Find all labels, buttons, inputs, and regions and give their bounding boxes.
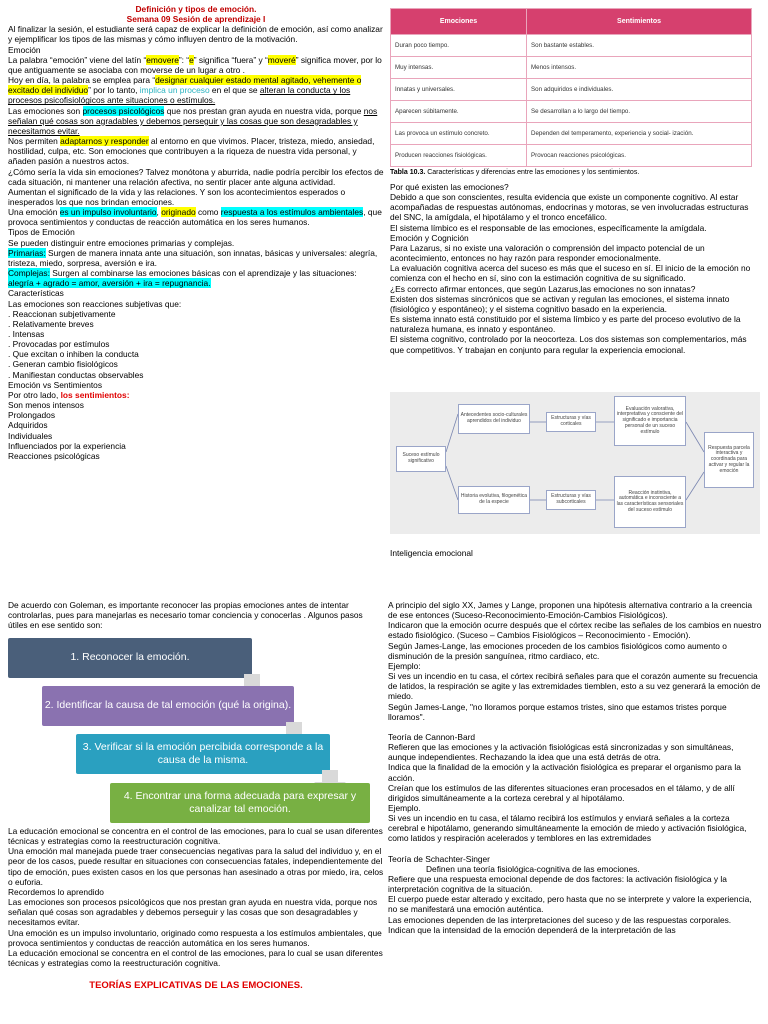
paragraph: ¿Es correcto afirmar entonces, que según Lazarus,las emociones no son innatas? (390, 283, 696, 294)
table-header-row (391, 9, 752, 35)
paragraph: Al finalizar la sesión, el estudiante será capaz de explicar la definición de emoción, así como analizar y ejemplificar los tipos de las mismas y cómo influyen dentro de la motivación. (8, 24, 383, 45)
column-2 (390, 182, 760, 355)
section-title: TEORÍAS EXPLICATIVAS DE LAS EMOCIONES. (89, 980, 303, 992)
paragraph: Refieren que las emociones y la activación fisiológicas está sincronizadas y son simultáneas, aunque independientes. Rechazando la idea que una está detrás de otra. (388, 742, 734, 763)
doc-title: Definición y tipos de emoción. (135, 4, 257, 14)
column-4 (388, 600, 762, 935)
column-1 (8, 4, 384, 461)
paragraph: Indican que la intensidad de la emoción dependerá de la interpretación de las (388, 924, 676, 935)
list-item: Individuales (8, 430, 53, 441)
table-cell: Las provoca un estímulo concreto. (391, 123, 527, 145)
diagram-node-antecedentes: Antecedentes socio-culturales aprendidos del individuo (458, 404, 530, 434)
table-row (391, 79, 752, 101)
paragraph: Por otro lado, los sentimientos: (8, 389, 130, 400)
paragraph: Las emociones son procesos psicológicos que nos prestan gran ayuda en nuestra vida, porque nos señalan qué cosas son agradables y debemos perseguir y las cosas que son desagradables y necesitamos evitar. (8, 105, 378, 136)
table-cell: Duran poco tiempo. (391, 35, 527, 57)
list-item: Prolongados (8, 410, 56, 421)
heading-schachter-singer: Teoría de Schachter-Singer (388, 853, 490, 864)
table-row (391, 101, 752, 123)
paragraph: Es sistema innato está constituido por el sistema límbico y es parte del proceso evolutivo de la naturaleza humana, es innato y espontáneo. (390, 314, 741, 335)
paragraph: Definen una teoría fisiológica-cognitiva de las emociones. (426, 863, 640, 874)
step-3: 3. Verificar si la emoción percibida corresponde a la causa de la misma. (76, 734, 330, 774)
paragraph: Recordemos lo aprendido (8, 886, 104, 897)
emotion-diagram (390, 392, 760, 534)
emotions-table (390, 8, 752, 167)
paragraph: Las emociones son procesos psicológicos que nos prestan gran ayuda en nuestra vida, porque nos señalan qué cosas son agradables y debemos perseguir y las cosas que son desagradables y necesitamos evitar. (8, 897, 378, 928)
table-cell: Son adquiridos e individuales. (527, 79, 752, 101)
column-3 (8, 600, 384, 630)
paragraph: La evaluación cognitiva acerca del suceso es más que el suceso en sí. El inicio de la emoción no comienza con el hecho en sí, sino con la estimación cognitiva de su significado. (390, 263, 751, 284)
list-item: . Provocadas por estímulos (8, 339, 110, 350)
table-cell: Se desarrollan a lo largo del tiempo. (527, 101, 752, 123)
paragraph: Hoy en día, la palabra se emplea para “designar cualquier estado mental agitado, vehemente o excitado del individuo” por lo tanto, implica un proceso en el que se alteran la conducta y los procesos psicofisiológicos ante situaciones o estímulos. (8, 75, 362, 106)
paragraph: La palabra “emoción” viene del latín “emovere”: “e” significa “fuera” y “moveré” significa mover, por lo que antiguamente se asociaba con moverse de un lugar a otro . (8, 54, 382, 75)
paragraph: Si ves un incendio en tu casa, el córtex recibirá señales para que el corazón aumente su frecuencia de latidos, la respiración se agite y las extremidades tiemblen, esto a su vez generará la emoción de miedo. (388, 671, 761, 702)
paragraph: El cuerpo puede estar alterado y excitado, pero hasta que no se interprete y valore la experiencia, no se manifestará una emoción auténtica. (388, 894, 752, 915)
paragraph: Una emoción es un impulso involuntario, originado como respuesta a los estímulos ambientales, que provoca sentimientos y conductas de reacción automática en los seres humanos. (8, 927, 382, 948)
heading-vs: Emoción vs Sentimientos (8, 379, 103, 390)
paragraph: Ejemplo: (388, 660, 421, 671)
list-item: Reacciones psicológicas (8, 450, 100, 461)
paragraph: Refiere que una respuesta emocional depende de dos factores: la activación fisiológica y la interpretación cognitiva de la situación. (388, 873, 727, 895)
table-cell: Menos intensos. (527, 57, 752, 79)
paragraph: Ejemplo. (388, 802, 421, 813)
paragraph: Las emociones dependen de las interpretaciones del suceso y de las respuestas corporales. (388, 914, 732, 925)
paragraph: Según James-Lange, las emociones proceden de los cambios fisiológicos como aumento o disminución de la presión sanguínea, ritmo cardiaco, etc. (388, 640, 727, 661)
paragraph: ¿Cómo sería la vida sin emociones? Talvez monótona y aburrida, nadie podría percibir los efectos de cada situación, ni mantener una relación afectiva, no sentir placer ante alguna actividad. (8, 166, 384, 187)
paragraph: De acuerdo con Goleman, es importante reconocer las propias emociones antes de intentar controlarlas, pues para manejarlas es necesario tomar conciencia y conocerlas . Algunos pasos útiles en ese sentido son: (8, 600, 363, 631)
table-header: Sentimientos (527, 9, 752, 35)
table-cell: Aparecen súbitamente. (391, 101, 527, 123)
list-item: Influenciados por la experiencia (8, 440, 126, 451)
heading-cannon-bard: Teoría de Cannon-Bard (388, 731, 476, 742)
paragraph: Para Lazarus, si no existe una valoración o comprensión del impacto potencial de un acontecimiento, entonces no hay razón para responder emocionalmente. (390, 242, 705, 264)
table-row (391, 123, 752, 145)
paragraph: Indicaron que la emoción ocurre después que el córtex recibe las señales de los cambios en nuestro estado fisiológico. (Suceso – Cambios Fisiológicos – Reconocimiento - Emoción). (388, 620, 762, 641)
diagram-node-reaccion: Reacción instintiva, automática e inconsciente a las características sensoriales del suceso estímulo (614, 476, 686, 528)
step-4: 4. Encontrar una forma adecuada para expresar y canalizar tal emoción. (110, 783, 370, 823)
table-cell: Provocan reacciones psicológicas. (527, 145, 752, 167)
list-item: . Que excitan o inhiben la conducta (8, 349, 139, 360)
paragraph: Las emociones son reacciones subjetivas que: (8, 298, 182, 309)
diagram-node-evaluacion: Evaluación valorativa, interpretativa y consciente del significado e importancia personal de un suceso estímulo (614, 396, 686, 446)
table-cell: Son bastante estables. (527, 35, 752, 57)
list-item: . Generan cambio fisiológicos (8, 359, 118, 370)
list-item: . Reaccionan subjetivamente (8, 308, 116, 319)
step-2: 2. Identificar la causa de tal emoción (qué la origina). (42, 686, 294, 726)
paragraph: La educación emocional se concentra en el control de las emociones, para lo cual se usan diferentes técnicas y estrategias como la reestructuración cognitiva. (8, 947, 383, 969)
paragraph: El sistema límbico es el responsable de las emociones, específicamente la amígdala. (390, 222, 707, 233)
list-item: Son menos intensos (8, 400, 84, 411)
list-item: . Manifiestan conductas observables (8, 369, 144, 380)
heading-caracteristicas: Características (8, 288, 64, 299)
diagram-node-historia: Historia evolutiva, filogenética de la especie (458, 486, 530, 514)
paragraph: Nos permiten adaptarnos y responder al entorno en que vivimos. Placer, tristeza, miedo, ansiedad, hostilidad, culpa, etc. Son emociones que contribuyen a la riqueza de nuestra vida personal, y añaden pasión a nuestros actos. (8, 136, 375, 167)
paragraph: Aumentan el significado de la vida y las relaciones. Y son los acontecimientos esperados o inesperados los que nos brindan emociones. (8, 186, 346, 207)
paragraph: Emoción y Cognición (390, 232, 469, 243)
doc-subtitle: Semana 09 Sesión de aprendizaje I (126, 14, 266, 25)
step-1: 1. Reconocer la emoción. (8, 638, 252, 678)
table-header: Emociones (391, 9, 527, 35)
table-row (391, 57, 752, 79)
table-cell: Producen reacciones fisiológicas. (391, 145, 527, 167)
paragraph: Primarias: Surgen de manera innata ante una situación, son innatas, básicas y universales: alegría, tristeza, miedo, sorpresa, aversión e ira. (8, 247, 378, 268)
paragraph: El sistema cognitivo, controlado por la neocorteza. Los dos sistemas son complementarios, más que competitivos. Y trabajan en conjunto para regular la experiencia emocional. (390, 334, 747, 355)
table-row (391, 35, 752, 57)
paragraph: Complejas: Surgen al combinarse las emociones básicas con el aprendizaje y las situaciones: alegría + agrado = amor, aversión + ira = repugnancia. (8, 268, 357, 289)
paragraph: Si ves un incendio en tu casa, el tálamo recibirá los estímulos y enviará señales a la corteza cerebral e hipotálamo, generando simultáneamente la emoción de miedo y activación fisiológica, como latidos y respiración acelerados y temblores en las extremidades (388, 813, 747, 844)
paragraph: Una emoción mal manejada puede traer consecuencias negativas para la salud del individuo y, en el peor de los casos, puede resultar en situaciones con consecuencias fatales, independientemente del tipo de emoción, pues existen casos en los que personas han asesinado a otras por miedo, ira, celos o euforia. (8, 846, 384, 887)
table-cell: Muy intensas. (391, 57, 527, 79)
paragraph: Una emoción es un impulso involuntario, originado como respuesta a los estímulos ambientales, que provoca sentimientos y conductas de reacción automática en los seres humanos. (8, 207, 382, 228)
heading-emocion: Emoción (8, 44, 41, 55)
paragraph: Debido a que son conscientes, resulta evidencia que existe un componente cognitivo. Al estar acompañadas de respuestas autónomas, endocrinas y motoras, se ven involucradas estructuras del SNC, la amígdala, el hipotálamo y el tronco encefálico. (390, 192, 749, 223)
column-3-continued (8, 826, 384, 992)
section-heading: Inteligencia emocional (390, 548, 473, 558)
heading-tipos: Tipos de Emoción (8, 227, 75, 238)
diagram-node-estructuras-subcorticales: Estructuras y vías subcorticales (546, 490, 596, 510)
paragraph: Indica que la finalidad de la emoción y la activación fisiológica es preparar el organismo para la acción. (388, 762, 741, 783)
paragraph: La educación emocional se concentra en el control de las emociones, para lo cual se usan diferentes técnicas y estrategias como la reestructuración cognitiva. (8, 826, 383, 847)
list-item: . Relativamente breves (8, 318, 94, 329)
paragraph: A principio del siglo XX, James y Lange, proponen una hipótesis alternativa contrario a la creencia de ese entonces (Suceso-Reconocimiento-Emoción-Cambios Fisiológicos). (388, 600, 753, 621)
paragraph: Existen dos sistemas sincrónicos que se activan y regulan las emociones, el sistema innato (fisiológico y espontáneo); y el sistema cognitivo basado en la experiencia. (390, 293, 730, 314)
paragraph: Por qué existen las emociones? (390, 182, 509, 192)
paragraph: Se pueden distinguir entre emociones primarias y complejas. (8, 237, 235, 248)
table-row (391, 145, 752, 167)
diagram-node-estructuras-corticales: Estructuras y vías corticales (546, 412, 596, 432)
diagram-node-respuesta: Respuesta parcela interactiva y coordinada para activar y regular la emoción (704, 432, 754, 488)
list-item: . Intensas (8, 329, 45, 339)
table-caption: Tabla 10.3. Características y diferencias entre las emociones y los sentimientos. (390, 169, 640, 176)
table-cell: Dependen del temperamento, experiencia y social- ización. (527, 123, 752, 145)
list-item: Adquiridos (8, 420, 48, 431)
paragraph: Según James-Lange, "no lloramos porque estamos tristes, sino que estamos tristes porque lloramos". (388, 701, 727, 722)
paragraph: Creían que los estímulos de las diferentes situaciones eran procesados en el tálamo, y de allí dirigidos simultáneamente a la corteza cerebral y al hipotálamo. (388, 782, 735, 803)
table-cell: Innatas y universales. (391, 79, 527, 101)
diagram-node-suceso: Suceso estímulo significativo (396, 446, 446, 472)
